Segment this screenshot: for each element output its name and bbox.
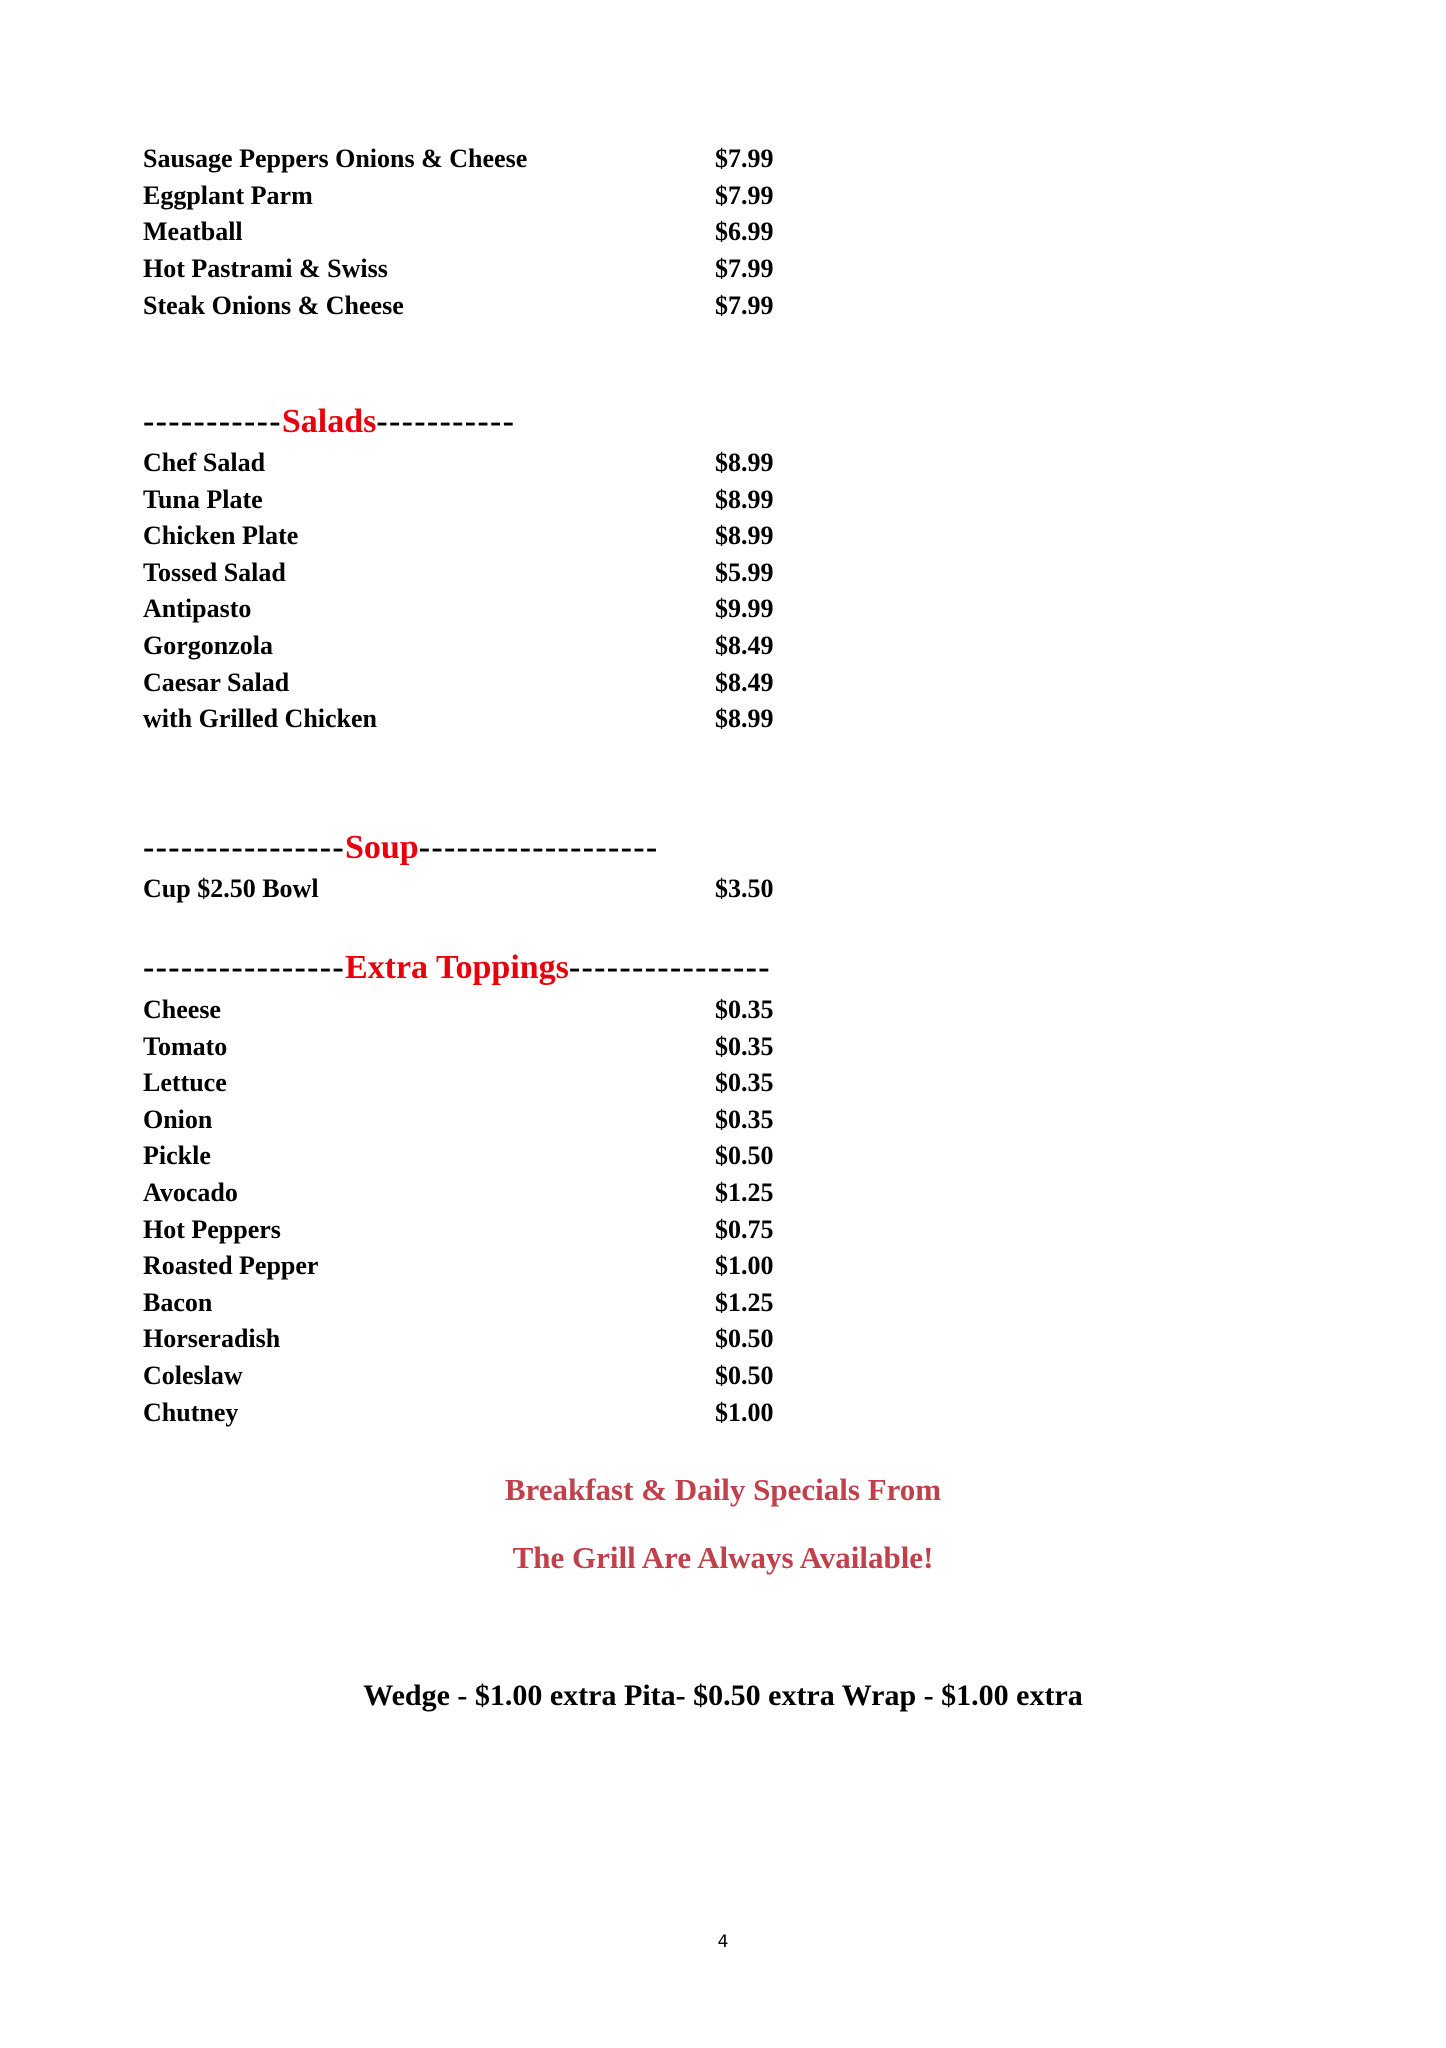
item-name: Cup $2.50 Bowl (143, 874, 319, 903)
header-dashes-right: ---------------- (568, 949, 771, 986)
section-title-soup: Soup (344, 829, 419, 866)
item-price: $5.99 (715, 557, 774, 587)
item-price: $1.00 (715, 1397, 774, 1427)
section-header-soup (143, 828, 659, 868)
menu-item (143, 556, 783, 590)
header-dashes-right: ----------- (376, 403, 516, 440)
item-name: Meatball (143, 217, 243, 247)
header-dashes-right: ------------------- (418, 829, 659, 866)
item-name: with Grilled Chicken (143, 704, 378, 734)
item-price: $7.99 (715, 144, 774, 173)
item-name: Pickle (143, 1141, 211, 1171)
section-title-salads: Salads (281, 403, 377, 440)
item-price: $0.35 (715, 1031, 774, 1061)
header-dashes-left: ---------------- (143, 949, 345, 986)
item-name: Tuna Plate (143, 484, 263, 514)
specials-text-2: The Grill Are Always Available! (512, 1540, 934, 1575)
item-name: Chef Salad (143, 448, 266, 477)
item-price: $7.99 (715, 180, 774, 210)
section-title-extra-toppings: Extra Toppings (344, 949, 569, 986)
menu-item (143, 1249, 783, 1283)
item-price: $8.99 (715, 521, 774, 551)
menu-item (143, 702, 783, 736)
menu-item (143, 1103, 783, 1137)
item-price: $1.25 (715, 1178, 774, 1207)
menu-item (143, 142, 783, 176)
item-price: $9.99 (715, 594, 774, 624)
item-name: Steak Onions & Cheese (143, 290, 404, 320)
item-price: $7.99 (715, 290, 774, 320)
item-name: Caesar Salad (143, 667, 290, 697)
item-price: $3.50 (715, 874, 774, 903)
item-name: Lettuce (143, 1068, 227, 1098)
menu-item (143, 1322, 783, 1356)
item-name: Cheese (143, 995, 221, 1024)
menu-item (143, 1396, 783, 1430)
menu-item (143, 993, 783, 1027)
item-name: Bacon (143, 1287, 213, 1317)
menu-item (143, 446, 783, 480)
item-name: Sausage Peppers Onions & Cheese (143, 144, 528, 173)
menu-item (143, 289, 783, 323)
item-price: $0.50 (715, 1141, 774, 1171)
section-header-salads (143, 402, 515, 442)
item-name: Onion (143, 1104, 213, 1134)
item-name: Horseradish (143, 1324, 281, 1354)
menu-item (143, 179, 783, 213)
item-name: Gorgonzola (143, 631, 273, 660)
specials-line-1 (0, 1470, 1446, 1510)
menu-item (143, 1213, 783, 1247)
menu-item (143, 872, 783, 906)
item-price: $0.35 (715, 995, 774, 1024)
item-name: Hot Pastrami & Swiss (143, 254, 388, 284)
menu-item (143, 1030, 783, 1064)
item-name: Tomato (143, 1031, 228, 1061)
item-price: $1.00 (715, 1251, 774, 1281)
item-name: Avocado (143, 1178, 238, 1207)
specials-line-2 (0, 1538, 1446, 1578)
item-name: Antipasto (143, 594, 252, 624)
header-dashes-left: ---------------- (143, 829, 345, 866)
item-name: Chicken Plate (143, 521, 299, 551)
header-dashes-left: ----------- (143, 403, 282, 440)
menu-item (143, 629, 783, 663)
menu-item (143, 1359, 783, 1393)
menu-item (143, 519, 783, 553)
item-name: Roasted Pepper (143, 1251, 319, 1281)
item-name: Eggplant Parm (143, 180, 313, 210)
item-price: $0.75 (715, 1214, 774, 1244)
item-price: $0.35 (715, 1068, 774, 1098)
page-number: 4 (717, 1932, 729, 1952)
item-price: $8.99 (715, 484, 774, 514)
item-price: $7.99 (715, 254, 774, 284)
item-price: $8.99 (715, 704, 774, 734)
item-price: $0.50 (715, 1324, 774, 1354)
menu-item (143, 1066, 783, 1100)
item-name: Hot Peppers (143, 1214, 281, 1244)
item-name: Chutney (143, 1397, 239, 1427)
menu-item (143, 592, 783, 626)
item-price: $8.49 (715, 667, 774, 697)
item-name: Tossed Salad (143, 557, 286, 587)
menu-item (143, 1176, 783, 1210)
item-name: Coleslaw (143, 1361, 243, 1390)
item-price: $6.99 (715, 217, 774, 247)
section-header-extra-toppings (143, 948, 771, 988)
menu-item (143, 483, 783, 517)
bread-options-note: Wedge - $1.00 extra Pita- $0.50 extra Wrap - $1.00 extra (363, 1679, 1083, 1712)
item-price: $8.49 (715, 631, 774, 660)
menu-item (143, 1286, 783, 1320)
menu-item (143, 215, 783, 249)
item-price: $0.50 (715, 1361, 774, 1390)
specials-text-1: Breakfast & Daily Specials From (504, 1472, 942, 1507)
item-price: $0.35 (715, 1104, 774, 1134)
item-price: $1.25 (715, 1287, 774, 1317)
menu-item (143, 666, 783, 700)
menu-item (143, 1139, 783, 1173)
item-price: $8.99 (715, 448, 774, 477)
menu-item (143, 252, 783, 286)
